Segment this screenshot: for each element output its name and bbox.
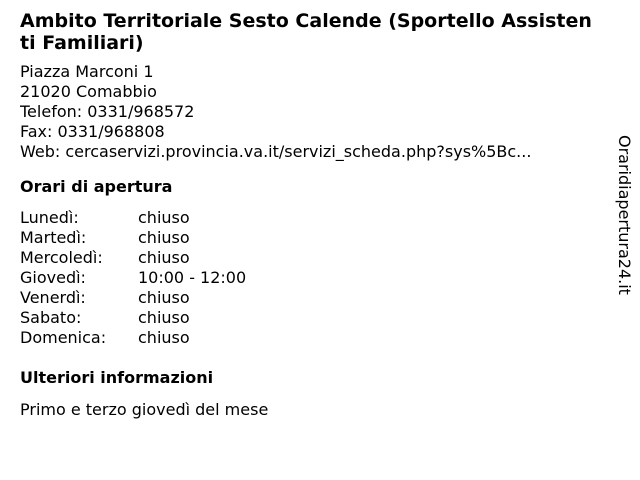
hours-row-sunday	[20, 328, 600, 348]
day-label: Giovedì:	[20, 268, 86, 287]
hours-row-friday	[20, 288, 600, 308]
hours-row-monday	[20, 208, 600, 228]
opening-hours-table	[20, 208, 600, 348]
opening-hours-heading: Orari di apertura	[20, 177, 173, 196]
day-hours: chiuso	[138, 228, 190, 247]
page-title: Ambito Territoriale Sesto Calende (Sportello Assistenti Familiari)	[20, 10, 592, 54]
address-street: Piazza Marconi 1	[20, 62, 154, 81]
day-hours: chiuso	[138, 308, 190, 327]
day-label: Martedì:	[20, 228, 87, 247]
hours-row-tuesday	[20, 228, 600, 248]
site-brand-label: Oraridiapertura24.it	[615, 135, 634, 295]
additional-info-text: Primo e terzo giovedì del mese	[20, 400, 269, 419]
website-link[interactable]: Web: cercaservizi.provincia.va.it/servizi_scheda.php?sys%5Bc...	[20, 142, 532, 161]
day-hours: 10:00 - 12:00	[138, 268, 247, 287]
hours-row-saturday	[20, 308, 600, 328]
hours-row-wednesday	[20, 248, 600, 268]
day-label: Venerdì:	[20, 288, 86, 307]
phone-number: Telefon: 0331/968572	[20, 102, 195, 121]
day-label: Lunedì:	[20, 208, 79, 227]
day-hours: chiuso	[138, 328, 190, 347]
address-city: 21020 Comabbio	[20, 82, 157, 101]
day-label: Domenica:	[20, 328, 107, 347]
additional-info-heading: Ulteriori informazioni	[20, 368, 214, 387]
fax-number: Fax: 0331/968808	[20, 122, 165, 141]
day-hours: chiuso	[138, 288, 190, 307]
day-hours: chiuso	[138, 248, 190, 267]
day-label: Mercoledì:	[20, 248, 103, 267]
day-label: Sabato:	[20, 308, 82, 327]
hours-row-thursday	[20, 268, 600, 288]
listing-content	[20, 10, 600, 420]
address-block	[20, 62, 600, 162]
day-hours: chiuso	[138, 208, 190, 227]
